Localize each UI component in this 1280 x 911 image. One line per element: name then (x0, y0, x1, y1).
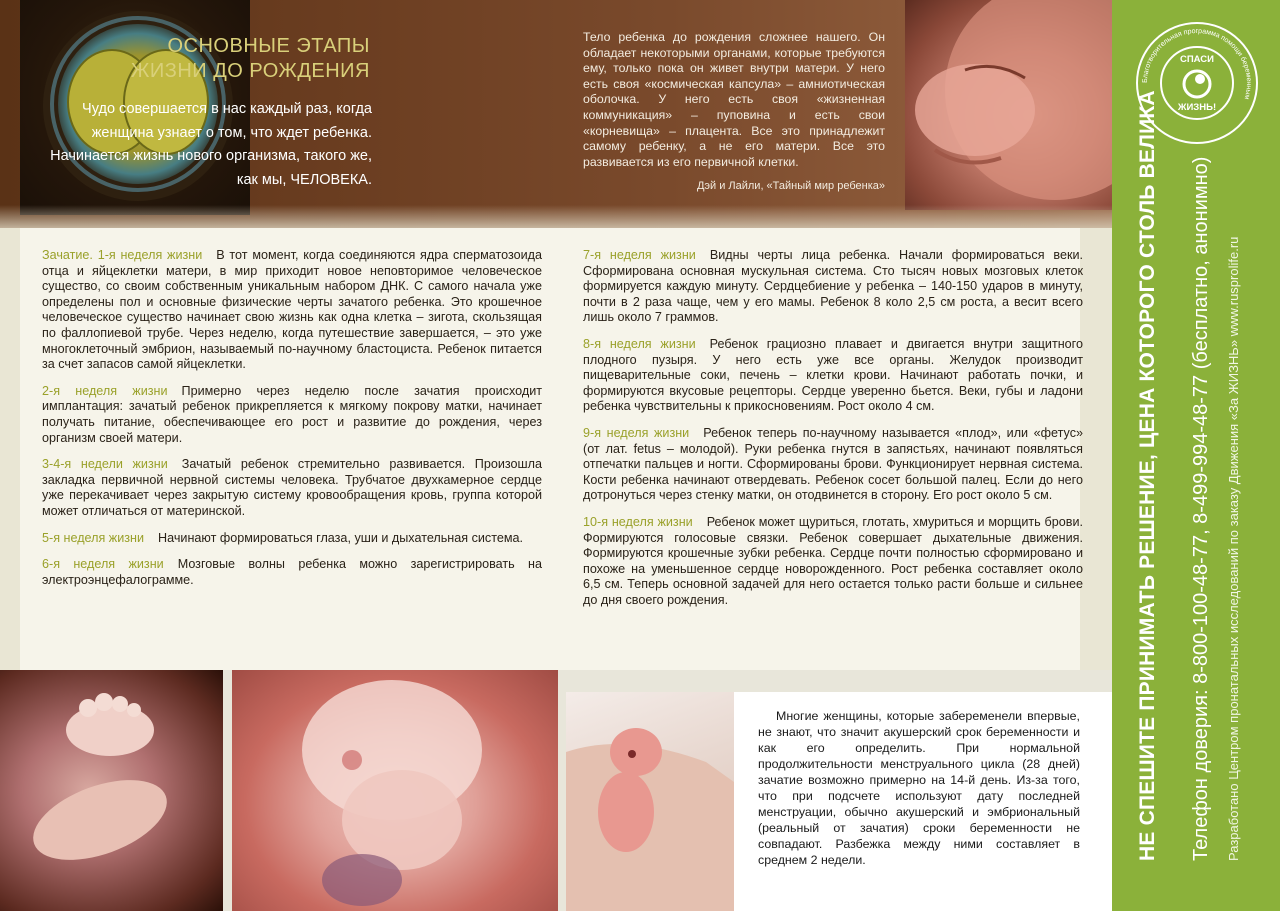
stage-text: Ребенок грациозно плавает и двигается внутри защитного плодного пузыря. У него есть уже все органы. Желудок производит пищеварительные соки, печень – клетки крови. Начинают работать почки, и формируются вкусовые рецепторы. Сердце уверенно бьется. Веки, губы и ладони ребенка чувствительны к прикосновениям. Рост около 4 см. (583, 336, 1083, 414)
intro-text: Чудо совершается в нас каждый раз, когда женщина узнает о том, что ждет ребенка. Начинается жизнь нового организма, такого же, как мы, ЧЕЛОВЕКА. (50, 101, 372, 188)
stage-paragraph (42, 248, 542, 373)
logo-ring-text: Благотворительная программа помощи беременным (1141, 27, 1253, 101)
page-title (70, 34, 370, 84)
stage-label: 6-я неделя жизни (42, 557, 164, 572)
stage-label: 5-я неделя жизни (42, 530, 145, 545)
stage-label: 2-я неделя жизни (42, 383, 168, 398)
spasi-zhizn-logo (1136, 22, 1258, 144)
side-band-slogan: НЕ СПЕШИТЕ ПРИНИМАТЬ РЕШЕНИЕ, ЦЕНА КОТОРОГО СТОЛЬ ВЕЛИКА (1136, 90, 1159, 861)
stage-label: 8-я неделя жизни (583, 336, 696, 351)
stage-paragraph (42, 384, 542, 446)
stage-label: 10-я неделя жизни (583, 514, 693, 529)
stage-paragraph (583, 515, 1083, 609)
quote-text: Тело ребенка до рождения сложнее нашего. Он обладает некоторыми органами, которые требуются ему, только пока он живет внутри матери. У него есть своя «космическая капсула» – амниотическая оболочка. У него есть своя «жизненная коммуникация» – пуповина и есть свои «корневища» – плацента. Все это принадлежит самому ребенку, а не его матери. Все это развивается из его первичной клетки. (583, 30, 885, 169)
logo-bottom-text: ЖИЗНЬ! (1177, 102, 1217, 113)
stage-text: Ребенок может щуриться, глотать, хмуриться и морщить брови. Формируются голосовые связки. Ребенок совершает дыхательные движения. Формируются крошечные зубки ребенка. Сердце почти полностью сформировано и похоже на уменьшенное сердце новорожденного. Рост ребенка составляет около 6,5 см. Теперь основной задачей для него остается только расти больше и сильнее до дня своего рождения. (583, 514, 1083, 607)
fetus-photo (232, 670, 558, 911)
stage-text: Начинают формироваться глаза, уши и дыхательная система. (158, 530, 524, 545)
stage-paragraph (42, 557, 542, 588)
stages-right-column (583, 248, 1083, 619)
stage-text: Зачатый ребенок стремительно развивается. Произошла закладка первичной нервной системы человека. Трубчатое двухкамерное сердце уже перекачивает через закрытую систему кровообращения кровь, группа которой может отличаться от материнской. (42, 457, 542, 518)
quote-source: Дэй и Лайли, «Тайный мир ребенка» (696, 180, 885, 192)
main-content (0, 228, 1112, 670)
stage-label: 7-я неделя жизни (583, 248, 696, 262)
side-band-credit: Разработано Центром пронатальных исследований по заказу Движения «За ЖИЗНЬ» www.rusprolife.ru (1226, 236, 1241, 861)
title-line-1: ОСНОВНЫЕ ЭТАПЫ (167, 35, 370, 57)
stage-paragraph (42, 457, 542, 519)
stage-text: Мозговые волны ребенка можно зарегистрировать на электроэнцефалограмме. (42, 557, 542, 587)
title-line-2: ЖИЗНИ ДО РОЖДЕНИЯ (130, 60, 370, 82)
baby-face-photo (905, 0, 1112, 210)
stage-text: В тот момент, когда соединяются ядра сперматозоида отца и яйцеклетки матери, в мир приходит новое неповторимое человеческое существо, со своим собственным уникальным набором ДНК. С самого начала уже определены пол и основные физические черты зачатого ребенка. Это крошечное человеческое существо начинает свою жизнь как одна клетка – зигота, скользящая по фаллопиевой трубе. Через неделю, когда путешествие завершается, – это уже многоклеточный эмбрион, называемый по-научному бластоциста. Ребенок питается за счет запасов самой яйцеклетки. (42, 248, 543, 372)
header-band (0, 0, 1112, 228)
stages-left-column (42, 248, 542, 599)
stage-text: Видны черты лица ребенка. Начали формироваться веки. Сформирована основная мускульная система. Сто тысяч новых мозговых клеток формируется каждую минуту. Сердцебиение у ребенка – 140-150 ударов в минуту, почти в 2 раза чаще, чем у его мамы. Ребенок 8 коло 2,5 см роста, а весит всего лишь около 7 граммов. (583, 248, 1083, 325)
main-text-panel (20, 228, 1083, 670)
stage-label: 9-я неделя жизни (583, 425, 690, 440)
baby-feet-photo (0, 670, 223, 911)
info-box (734, 692, 1112, 911)
fetus-in-hand-photo (566, 692, 734, 911)
bottom-strip (0, 670, 1112, 911)
logo-top-text: СПАСИ (1179, 54, 1214, 65)
side-band-phone: Телефон доверия: 8-800-100-48-77, 8-499-994-48-77 (бесплатно, анонимно) (1190, 156, 1212, 861)
side-band-text (1112, 90, 1280, 911)
stage-text: Примерно через неделю после зачатия происходит имплантация: зачатый ребенок прикрепляется к мягкому покрову матки, начинает получать питание, обеспечивающее его рост и развитие до рождения, через организм своей матери. (42, 383, 542, 445)
stage-paragraph (583, 337, 1083, 415)
stage-paragraph (583, 248, 1083, 326)
stage-paragraph (583, 426, 1083, 504)
stage-label: 3-4-я недели жизни (42, 457, 168, 472)
stage-text: Ребенок теперь по-научному называется «плод», или «фетус» (от лат. fetus – молодой). Руки ребенка гнутся в запястьях, начинают появляться отпечатки пальцев и ногти. Сформированы брови. Функционирует нервная система. Кости ребенка начинают отвердевать. Ребенок сосет большой палец. Если до него дотронуться через стенку матки, он отодвинется в сторону. Его рост около 5 см. (583, 425, 1083, 503)
stage-paragraph (42, 531, 542, 547)
info-text: Многие женщины, которые забеременели впервые, не знают, что значит акушерский срок беременности и как его определить. При нормальной продолжительности менструального цикла (28 дней) зачатие возможно примерно на 14-й день. Из-за того, что при подсчете используют дату последней менструации, обычно акушерский и эмбриональный (реальный от зачатия) сроки беременности не совпадают. Разбежка между ними составляет в среднем 2 недели. (758, 709, 1080, 867)
stage-label: Зачатие. 1-я неделя жизни (42, 248, 203, 262)
